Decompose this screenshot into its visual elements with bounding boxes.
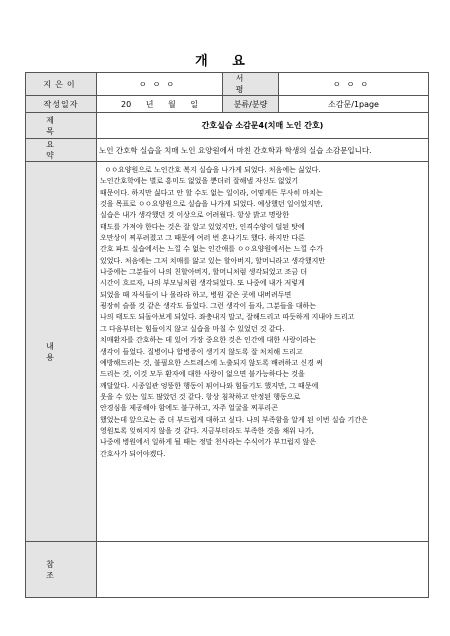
- content-line: 나의 태도도 되돌아보게 되었다. 좌충내지 말고, 잘해드리고 따듯하게 지내야 드리고: [100, 313, 355, 322]
- content-label: 내 용: [26, 162, 97, 542]
- author-label: 지은이: [26, 73, 97, 96]
- row-reference: [26, 542, 429, 598]
- content-line: 영원토록 잊혀지지 않을 것 같다. 지금부터라도 부족한 것을 채워 나가,: [100, 426, 314, 435]
- author-value: ㅇㅇㅇ: [97, 73, 223, 96]
- summary-value: 노인 간호학 실습을 치매 노인 요양원에서 마친 간호학과 학생의 실습 소감문입니다.: [97, 139, 429, 162]
- content-lines: [100, 165, 425, 460]
- subject-label: 제 목: [26, 113, 97, 139]
- content-line: 것을 목표로 ㅇㅇ요양원으로 실습을 나가게 되었다. 예상했던 일이었지만,: [100, 200, 323, 209]
- content-line: 그 다음부터는 힘들이지 않고 실습을 마칠 수 있었던 것 같다.: [100, 324, 285, 333]
- publisher-value: ㅇㅇㅇ: [279, 73, 429, 96]
- content-line: ㅇㅇ요양원으로 노인간호 복지 실습을 나가게 되었다. 처음에는 싫었다.: [100, 166, 321, 174]
- content-line: 드리는 것, 이것 모두 환자에 대한 사랑이 없으면 불가능하다는 것을: [100, 370, 305, 379]
- content-line: 태도를 가져야 한다는 것은 잘 알고 있었지만, 인격수양이 덜된 탓에: [100, 222, 305, 231]
- content-line: 생각이 들었다. 질병이나 합병증이 생기지 않도록 잘 처치해 드리고: [100, 347, 303, 356]
- content-line: 치매환자를 간호하는 데 있어 가장 중요한 것은 인간에 대한 사랑이라는: [100, 336, 317, 345]
- overview-form: [25, 72, 429, 598]
- category-label: 분류/분량: [223, 96, 279, 113]
- reference-value: [97, 542, 429, 598]
- page-title: 개 요: [195, 54, 255, 69]
- date-value: 20 년 월 일: [97, 96, 223, 113]
- content-line: 웃을 수 있는 일도 많았던 것 같다. 항상 침착하고 안정된 행동으로: [100, 392, 301, 401]
- date-label: 작성일자: [26, 96, 97, 113]
- category-value: 소감문/1page: [279, 96, 429, 113]
- content-line: 때문이다. 하지만 싫다고 안 할 수도 없는 일이라, 어떻게든 무사히 마치는: [100, 188, 323, 197]
- content-line: 굉장히 슬플 것 같은 생각도 들었다. 그런 생각이 들자, 그분들을 대하는: [100, 302, 317, 311]
- subject-value: 간호실습 소감문4(치매 노인 간호): [97, 113, 429, 139]
- row-author: [26, 73, 429, 96]
- content-line: 노인간호학에는 별로 흥미도 없었을 뿐더러 잘해낼 자신도 없었기: [100, 177, 299, 186]
- row-subject: [26, 113, 429, 139]
- content-line: 있었다. 처음에는 그저 치매를 앓고 있는 할아버지, 할머니라고 생각했지만: [100, 256, 326, 265]
- row-date: [26, 96, 429, 113]
- reference-label: 참 조: [26, 542, 97, 598]
- content-line: 오만상이 찌푸려졌고 그 때문에 여러 번 혼나기도 했다. 하지만 다른: [100, 234, 305, 243]
- content-line: 나중에는 그분들이 나의 친할아버지, 할머니처럼 생각되었고 조금 더: [100, 268, 308, 277]
- summary-label: 요 약: [26, 139, 97, 162]
- content-line: 간호 파트 실습에서는 느낄 수 없는 인간애를 ㅇㅇ요양원에서는 느낄 수가: [100, 245, 323, 254]
- content-body: [97, 162, 429, 542]
- content-line: 나중에 병원에서 일하게 될 때는 정말 천사라는 수식어가 부끄럽지 않은: [100, 438, 317, 447]
- publisher-label: 서 평: [223, 73, 279, 96]
- content-line: 예방해드리는 것, 불필요한 스트레스에 노출되지 않도록 배려하고 신경 써: [100, 358, 323, 367]
- content-line: 실습은 내가 생각했던 것 이상으로 어려웠다. 항상 밝고 명랑한: [100, 211, 290, 220]
- content-line: 간호사가 되어야겠다.: [100, 449, 166, 458]
- row-content: [26, 162, 429, 542]
- content-line: 깨달았다. 시종일관 엉뚱한 행동이 튀어나와 힘들기도 했지만, 그 때문에: [100, 381, 319, 390]
- content-line: 했었는데 앞으로는 좀 더 부드럽게 대하고 싶다. 나의 부족함을 알게 된 이번 실습 기간은: [100, 415, 368, 424]
- content-line: 시간이 흐르자, 나의 부모님처럼 생각되었다. 또 나중에 내가 저렇게: [100, 279, 305, 288]
- content-line: 안경심을 제공해야 함에도 불구하고, 자주 얼굴을 찌푸리곤: [100, 404, 278, 413]
- content-line: 되었을 때 자식들이 나 몰라라 하고, 병원 같은 곳에 내버려두면: [100, 290, 292, 299]
- row-summary: [26, 139, 429, 162]
